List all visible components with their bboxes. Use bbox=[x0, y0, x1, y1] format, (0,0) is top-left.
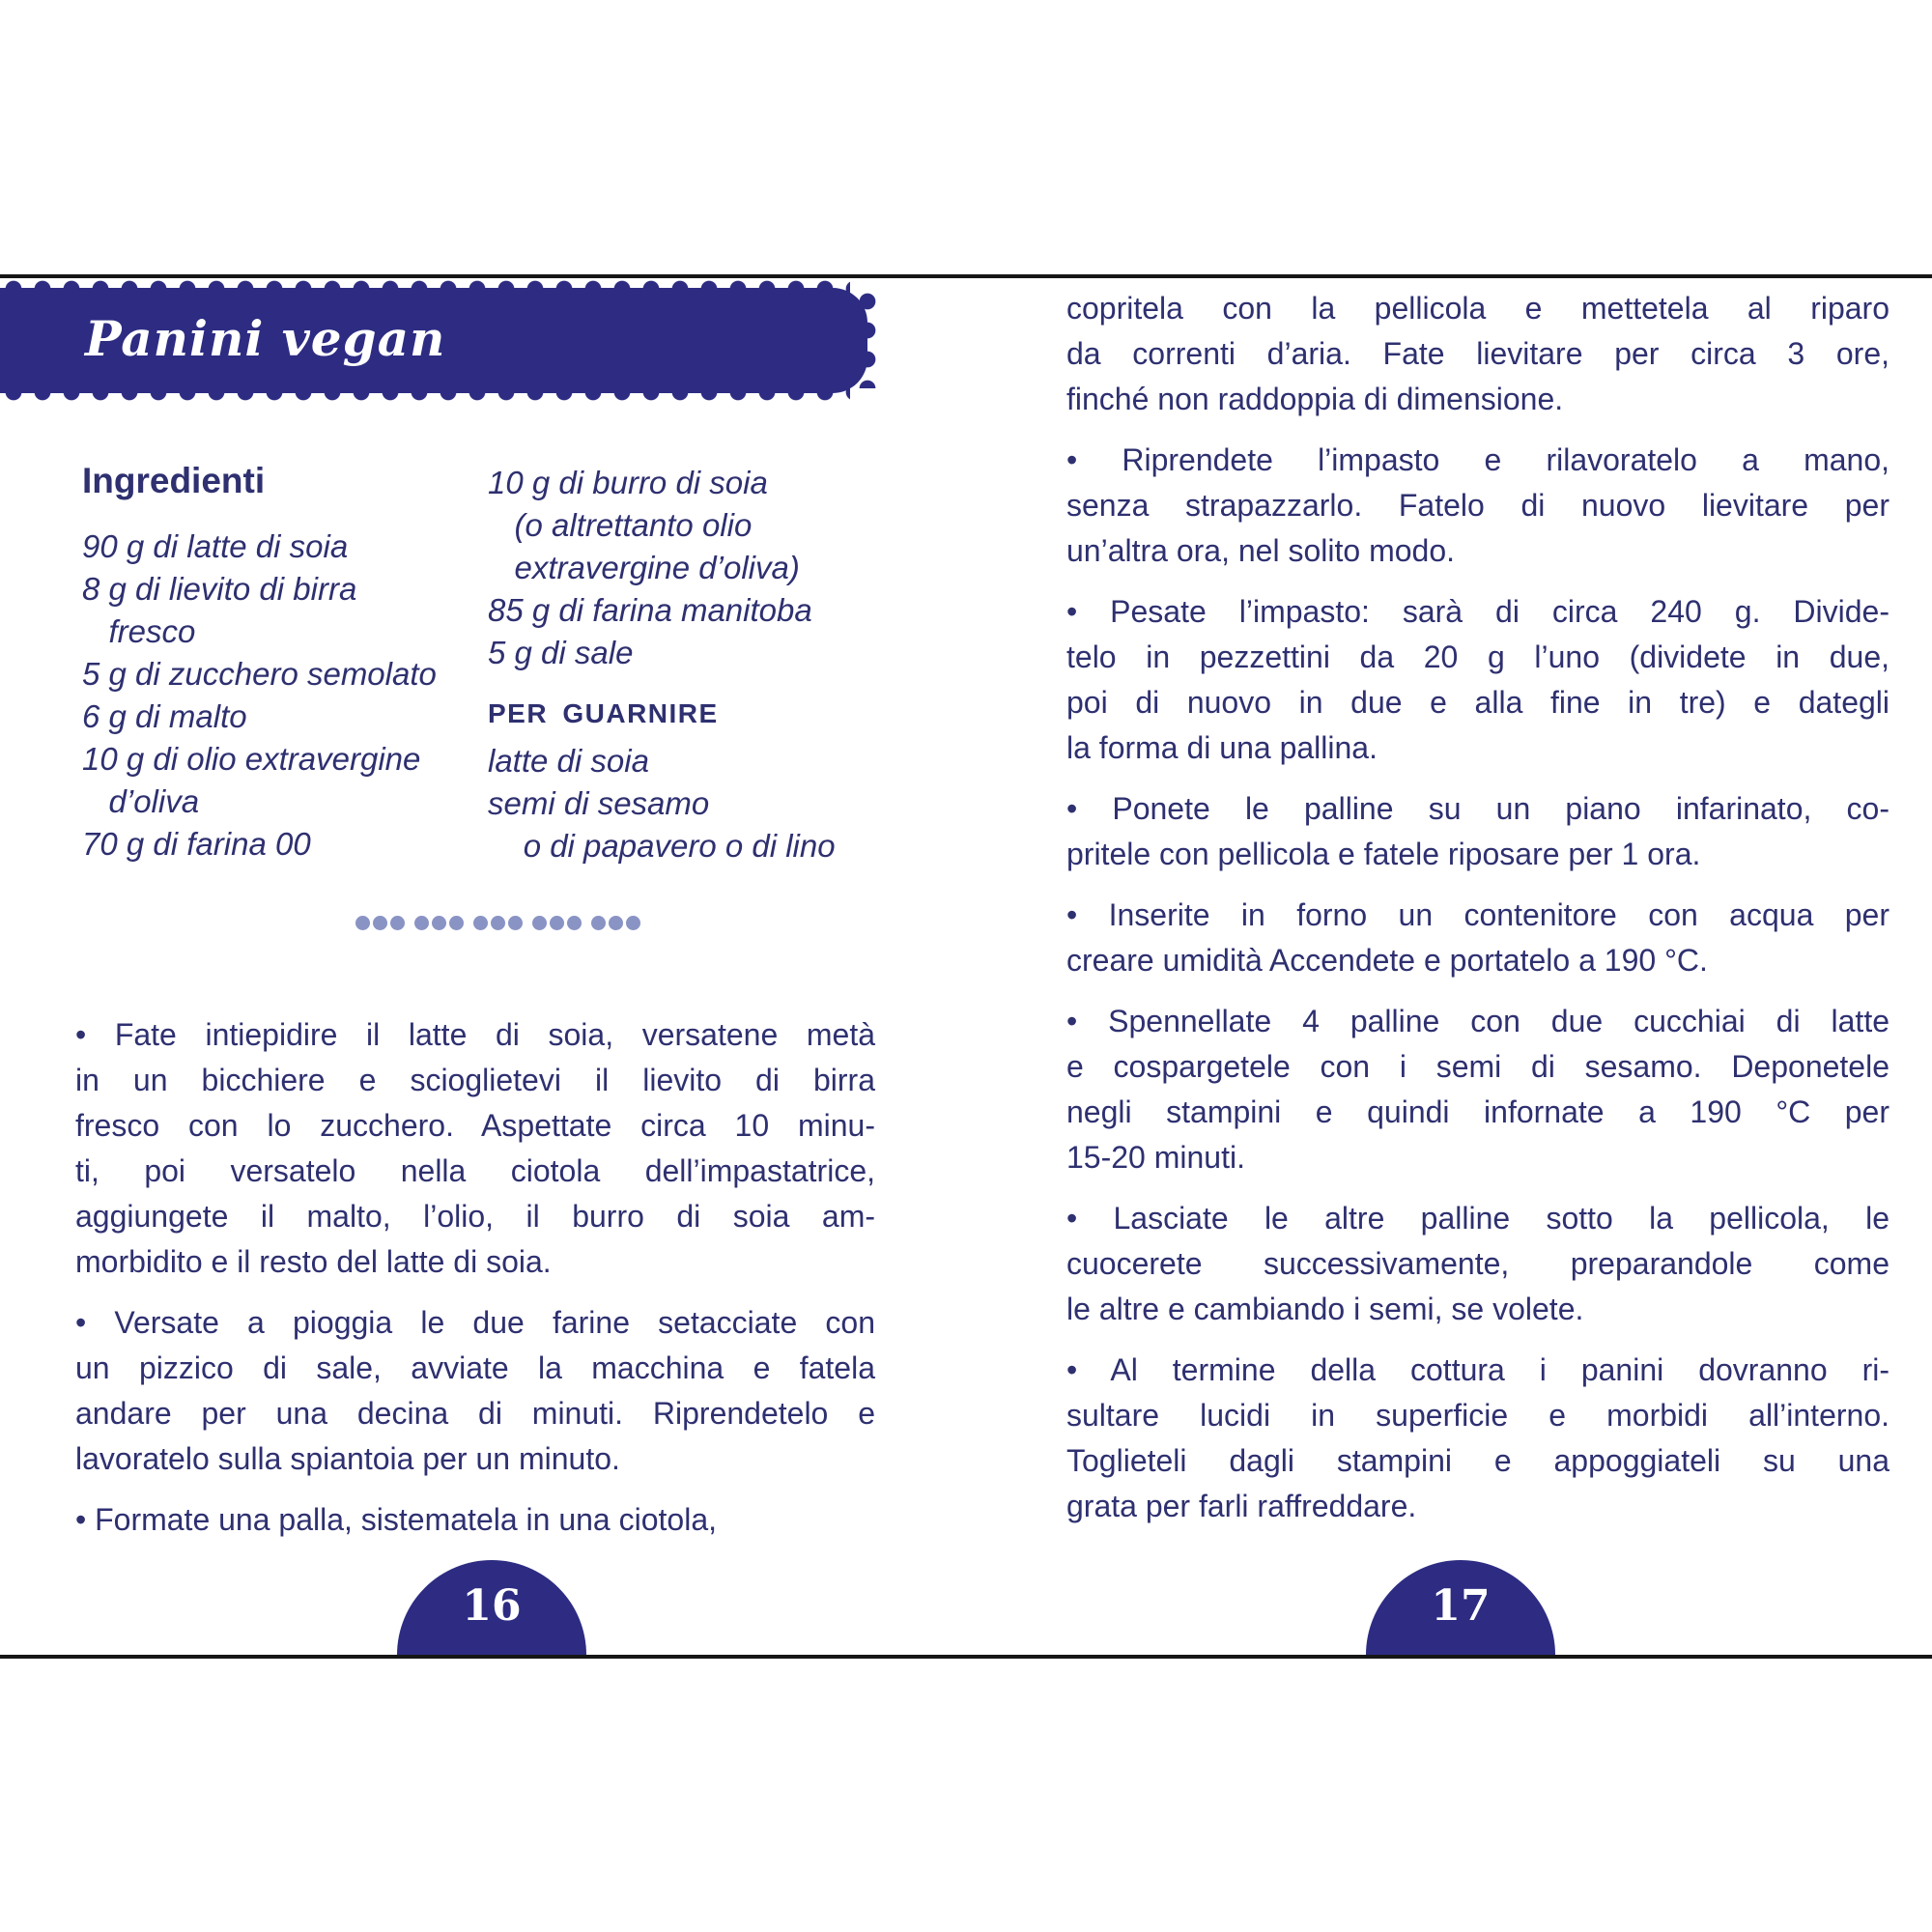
dot-group bbox=[591, 916, 640, 930]
text-line: 90 g di latte di soia bbox=[82, 528, 349, 564]
dot-icon bbox=[591, 916, 606, 930]
text-line: senza strapazzarlo. Fatelo di nuovo lievitare per bbox=[1066, 488, 1889, 523]
text-line: 10 g di olio extravergine bbox=[82, 741, 421, 777]
dot-icon bbox=[609, 916, 623, 930]
paragraph bbox=[1066, 286, 1889, 422]
text-line: fresco con lo zucchero. Aspettate circa 10 minu- bbox=[75, 1108, 875, 1143]
ingredients-column-1 bbox=[82, 462, 480, 866]
text-line: e cospargetele con i semi di sesamo. Deponetele bbox=[1066, 1049, 1889, 1084]
ingredients-list-2 bbox=[488, 462, 886, 674]
text-line: 70 g di farina 00 bbox=[82, 826, 311, 862]
text-line: la forma di una pallina. bbox=[1066, 730, 1378, 765]
text-line: pritele con pellicola e fatele riposare per 1 ora. bbox=[1066, 837, 1701, 871]
text-line: copritela con la pellicola e mettetela al riparo bbox=[1066, 291, 1889, 326]
text-line: • Formate una palla, sistematela in una ciotola, bbox=[75, 1502, 717, 1537]
ingredients-column-2 bbox=[488, 462, 886, 867]
dot-group bbox=[532, 916, 582, 930]
text-line: sultare lucidi in superficie e morbidi all’interno. bbox=[1066, 1398, 1889, 1433]
dots-separator-icon bbox=[355, 916, 640, 930]
paragraph bbox=[1066, 589, 1889, 771]
text-line: creare umidità Accendete e portatelo a 190 °C. bbox=[1066, 943, 1708, 978]
recipe-title-banner bbox=[0, 279, 877, 402]
text-line: telo in pezzettini da 20 g l’uno (dividete in due, bbox=[1066, 639, 1889, 674]
text-line: semi di sesamo bbox=[488, 785, 710, 821]
page-number-badge-16 bbox=[397, 1560, 586, 1655]
dot-icon bbox=[567, 916, 582, 930]
page-number-badge-17 bbox=[1366, 1560, 1555, 1655]
dot-group bbox=[473, 916, 523, 930]
dot-icon bbox=[532, 916, 547, 930]
text-line: 5 g di zucchero semolato bbox=[82, 656, 437, 692]
dot-icon bbox=[449, 916, 464, 930]
dot-icon bbox=[390, 916, 405, 930]
ingredients-heading: Ingredienti bbox=[82, 461, 266, 500]
paragraph bbox=[1066, 999, 1889, 1180]
dot-icon bbox=[473, 916, 488, 930]
text-line: da correnti d’aria. Fate lievitare per circa 3 ore, bbox=[1066, 336, 1889, 371]
dot-icon bbox=[414, 916, 429, 930]
dot-icon bbox=[550, 916, 564, 930]
text-line: 10 g di burro di soia bbox=[488, 465, 768, 500]
dot-icon bbox=[373, 916, 387, 930]
dot-icon bbox=[432, 916, 446, 930]
text-line: • Inserite in forno un contenitore con acqua per bbox=[1066, 897, 1889, 932]
text-line: un pizzico di sale, avviate la macchina e fatela bbox=[75, 1350, 875, 1385]
paragraph bbox=[75, 1012, 875, 1285]
text-line: finché non raddoppia di dimensione. bbox=[1066, 382, 1564, 416]
text-line: lavoratelo sulla spiantoia per un minuto. bbox=[75, 1441, 620, 1476]
dot-icon bbox=[491, 916, 505, 930]
text-line: • Riprendete l’impasto e rilavoratelo a mano, bbox=[1066, 442, 1889, 477]
dot-group bbox=[355, 916, 405, 930]
page-number: 17 bbox=[1431, 1581, 1491, 1631]
garnish-heading: PER GUARNIRE bbox=[488, 698, 719, 728]
text-line: poi di nuovo in due e alla fine in tre) e dategli bbox=[1066, 685, 1889, 720]
text-line: • Fate intiepidire il latte di soia, versatene metà bbox=[75, 1017, 875, 1052]
paragraph bbox=[1066, 438, 1889, 574]
paragraph bbox=[75, 1497, 875, 1543]
text-line: • Versate a pioggia le due farine setacciate con bbox=[75, 1305, 875, 1340]
top-rule bbox=[0, 274, 1932, 278]
text-line: le altre e cambiando i semi, se volete. bbox=[1066, 1292, 1584, 1326]
text-line: cuocerete successivamente, preparandole come bbox=[1066, 1246, 1889, 1281]
text-line: un’altra ora, nel solito modo. bbox=[1066, 533, 1455, 568]
text-line: extravergine d’oliva) bbox=[488, 550, 800, 585]
garnish-list bbox=[488, 740, 886, 867]
paragraph bbox=[1066, 1196, 1889, 1332]
text-line: 8 g di lievito di birra bbox=[82, 571, 357, 607]
page-16-body bbox=[75, 1012, 875, 1543]
paragraph bbox=[1066, 893, 1889, 983]
page-17-body bbox=[1066, 286, 1889, 1529]
text-line: ti, poi versatelo nella ciotola dell’impastatrice, bbox=[75, 1153, 875, 1188]
text-line: morbidito e il resto del latte di soia. bbox=[75, 1244, 552, 1279]
paragraph bbox=[1066, 786, 1889, 877]
page-number: 16 bbox=[462, 1581, 522, 1631]
text-line: Toglieteli dagli stampini e appoggiateli su una bbox=[1066, 1443, 1889, 1478]
dot-group bbox=[414, 916, 464, 930]
text-line: fresco bbox=[82, 613, 196, 649]
text-line: aggiungete il malto, l’olio, il burro di soia am- bbox=[75, 1199, 875, 1234]
ingredients-list-1 bbox=[82, 526, 480, 866]
text-line: negli stampini e quindi infornate a 190 °C per bbox=[1066, 1094, 1889, 1129]
text-line: • Ponete le palline su un piano infarinato, co- bbox=[1066, 791, 1889, 826]
dot-icon bbox=[508, 916, 523, 930]
text-line: in un bicchiere e scioglietevi il lievito di birra bbox=[75, 1063, 875, 1097]
text-line: andare per una decina di minuti. Riprendetelo e bbox=[75, 1396, 875, 1431]
paragraph bbox=[1066, 1348, 1889, 1529]
text-line: 6 g di malto bbox=[82, 698, 247, 734]
paragraph bbox=[75, 1300, 875, 1482]
bottom-rule bbox=[0, 1655, 1932, 1659]
text-line: o di papavero o di lino bbox=[488, 828, 836, 864]
text-line: latte di soia bbox=[488, 743, 649, 779]
text-line: • Lasciate le altre palline sotto la pellicola, le bbox=[1066, 1201, 1889, 1236]
text-line: • Spennellate 4 palline con due cucchiai di latte bbox=[1066, 1004, 1889, 1038]
text-line: d’oliva bbox=[82, 783, 200, 819]
dot-icon bbox=[626, 916, 640, 930]
text-line: 5 g di sale bbox=[488, 635, 634, 670]
text-line: (o altrettanto olio bbox=[488, 507, 753, 543]
text-line: 85 g di farina manitoba bbox=[488, 592, 812, 628]
dot-icon bbox=[355, 916, 370, 930]
recipe-title: Panini vegan bbox=[85, 309, 446, 367]
text-line: grata per farli raffreddare. bbox=[1066, 1489, 1417, 1523]
text-line: • Pesate l’impasto: sarà di circa 240 g. Divide- bbox=[1066, 594, 1889, 629]
text-line: 15-20 minuti. bbox=[1066, 1140, 1245, 1175]
text-line: • Al termine della cottura i panini dovranno ri- bbox=[1066, 1352, 1889, 1387]
